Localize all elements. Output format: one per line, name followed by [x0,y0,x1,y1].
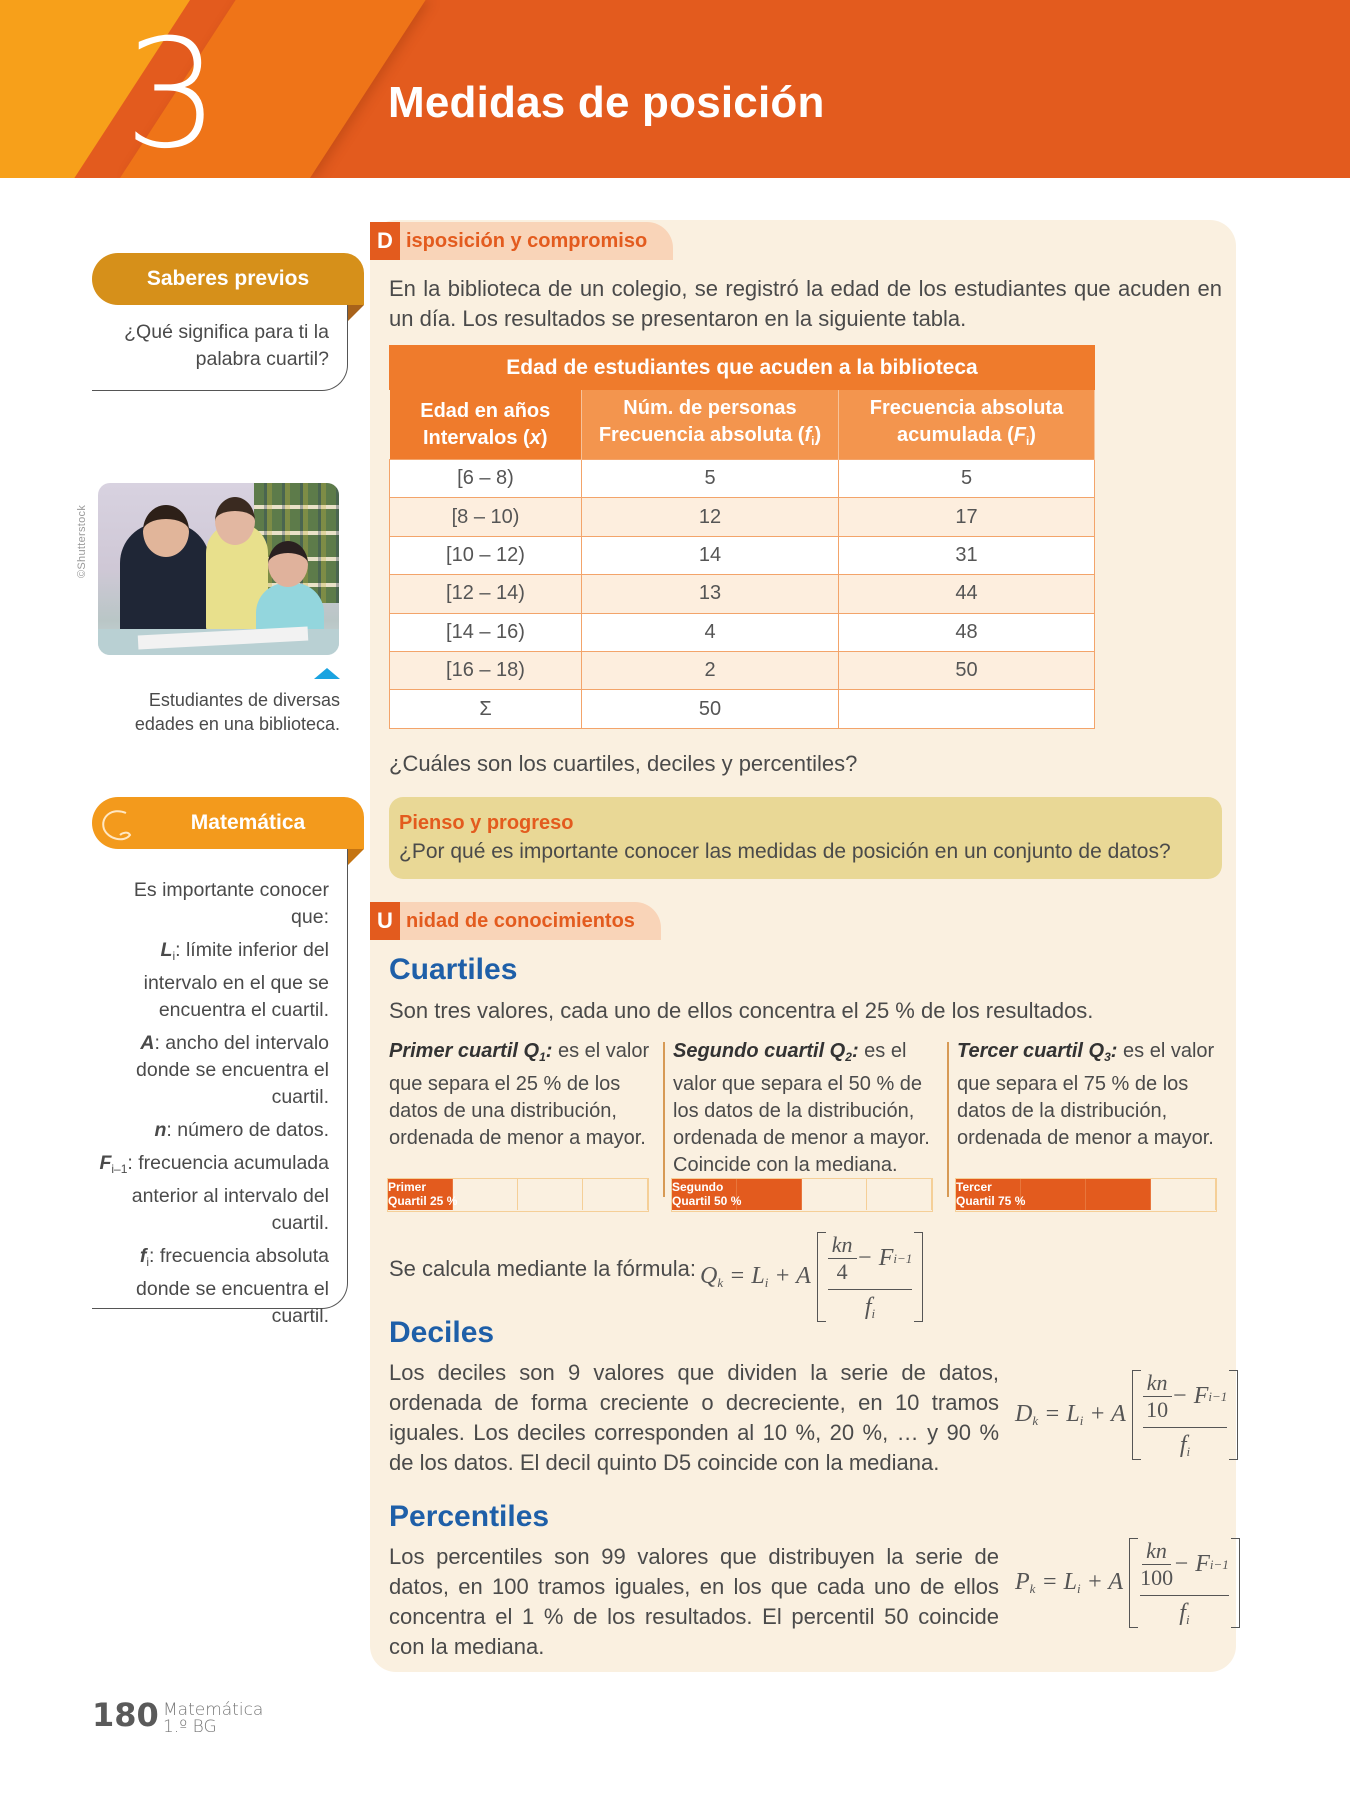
matematica-intro: Es importante conocer que: [133,879,329,928]
matematica-box [92,849,348,1327]
column-divider [663,1042,665,1197]
percentiles-heading: Percentiles [389,1500,550,1533]
table-row: [8 – 10) 12 17 [390,498,1095,536]
table-row: [10 – 12) 14 31 [390,536,1095,574]
quartile-bar-label: Tercer Quartil 75 % [956,1180,1026,1208]
unidad-tab [370,902,661,940]
pienso-y-progreso-box [389,797,1222,879]
definition-A: A: ancho del intervalo donde se encuentra el cuartil. [136,1032,329,1108]
column-divider [947,1042,949,1197]
matematica-c-icon [98,805,138,845]
frequency-table [389,345,1095,729]
primer-cuartil-text: Primer cuartil $Q_1$: es el valor que separa el 25 % de los datos de una distribución, ordenada de menor a mayor. [389,1040,650,1149]
quartile-bar-primer [387,1178,649,1212]
percentile-formula: $P_k = L_i + A$ kn 100 − F i−1 $f_i$ [1015,1538,1240,1628]
deciles-heading: Deciles [389,1316,495,1349]
percentiles-text: Los percentiles son 99 valores que distribuyen la serie de datos, en 100 tramos iguales, en los que cada uno de ellos concentra el 1 % de los resultados. El percentil 50 coincide con la mediana. [389,1544,999,1659]
photo-credit: ©Shutterstock [76,504,88,578]
tercer-cuartil-text: Tercer cuartil $Q_3$: es el valor que separa el 75 % de los datos de la distribución, ordenada de menor a mayor. [957,1040,1215,1149]
chapter-title: Medidas de posición [388,78,825,127]
definition-n: n: número de datos. [154,1119,329,1141]
photo-caption: Estudiantes de diversas edades en una biblioteca. [134,690,340,734]
pienso-title: Pienso y progreso [399,812,574,834]
disposicion-intro: En la biblioteca de un colegio, se registró la edad de los estudiantes que acuden en un día. Los resultados se presentaron en la siguiente tabla. [389,276,1222,331]
saberes-previos-label: Saberes previos [146,267,310,290]
table-row: [6 – 8) 5 5 [390,460,1095,498]
pienso-question: ¿Por qué es importante conocer las medidas de posición en un conjunto de datos? [399,840,1171,863]
formula-label: Se calcula mediante la fórmula: [389,1256,696,1281]
disposicion-question: ¿Cuáles son los cuartiles, deciles y percentiles? [389,751,858,776]
cuartiles-intro: Son tres valores, cada uno de ellos concentra el 25 % de los resultados. [389,998,1094,1023]
tab-fold [348,849,364,865]
table-header-frecuencia-acumulada: Frecuencia absoluta acumulada $(F_i)$ [839,390,1095,460]
deciles-text: Los deciles son 9 valores que dividen la serie de datos, ordenada de forma creciente o decreciente, en 10 tramos iguales. Los deciles corresponden al 10 %, 20 %, … y 90 % de los datos. El decil quinto D5 coincide con la mediana. [389,1360,999,1475]
saberes-previos-question: ¿Qué significa para ti la palabra cuartil? [124,321,329,370]
matematica-label: Matemática [190,811,306,834]
chapter-number: 3 [124,8,220,178]
definition-fi: $f_i$: frecuencia absoluta donde se encuentra el cuartil. [136,1245,329,1327]
cuartiles-heading: Cuartiles [389,953,518,986]
disposicion-title: isposición y compromiso [406,229,648,252]
saberes-previos-box [92,305,348,391]
quartile-bar-tercer [955,1178,1217,1212]
page-number: 180 [92,1696,159,1734]
tab-fold [348,305,364,321]
table-row-total: Σ 50 [390,690,1095,728]
unidad-title: nidad de conocimientos [406,909,635,932]
quartile-bar-label: Segundo Quartil 50 % [672,1180,742,1208]
table-header-frecuencia-absoluta: Núm. de personas Frecuencia absoluta $(f_i)$ [582,390,839,460]
table-header-intervalos: Edad en años Intervalos (x) [390,390,582,460]
quartile-bar-label: Primer Quartil 25 % [388,1180,458,1208]
segundo-cuartil-text: Segundo cuartil $Q_2$: es el valor que separa el 50 % de los datos de la distribución, ordenada de menor a mayor. Coincide con la mediana. [673,1040,930,1176]
decile-formula: $D_k = L_i + A$ kn 10 − F i−1 $f_i$ [1015,1370,1238,1460]
table-row: [16 – 18) 2 50 [390,651,1095,689]
quartile-formula: $Q_k = L_i + A$ kn 4 − F i−1 $f_i$ [700,1232,923,1322]
students-photo [98,483,339,655]
table-row: [14 – 16) 4 48 [390,613,1095,651]
matematica-tab [92,797,364,849]
definition-Li: $L_i$: límite inferior del intervalo en el que se encuentra el cuartil. [143,939,329,1021]
definition-Fi-1: $F_{i-1}$: frecuencia acumulada anterior al intervalo del cuartil. [99,1152,329,1234]
table-row: [12 – 14) 13 44 [390,575,1095,613]
disposicion-initial: D [370,222,400,260]
unidad-initial: U [370,902,400,940]
caption-triangle-icon [314,668,340,679]
saberes-previos-tab [92,253,364,305]
footer-subject: Matemática 1.º BG [163,1700,264,1737]
quartile-bar-segundo [671,1178,933,1212]
chapter-header [0,0,1350,178]
table-caption: Edad de estudiantes que acuden a la biblioteca [390,346,1095,390]
disposicion-tab [370,222,673,260]
